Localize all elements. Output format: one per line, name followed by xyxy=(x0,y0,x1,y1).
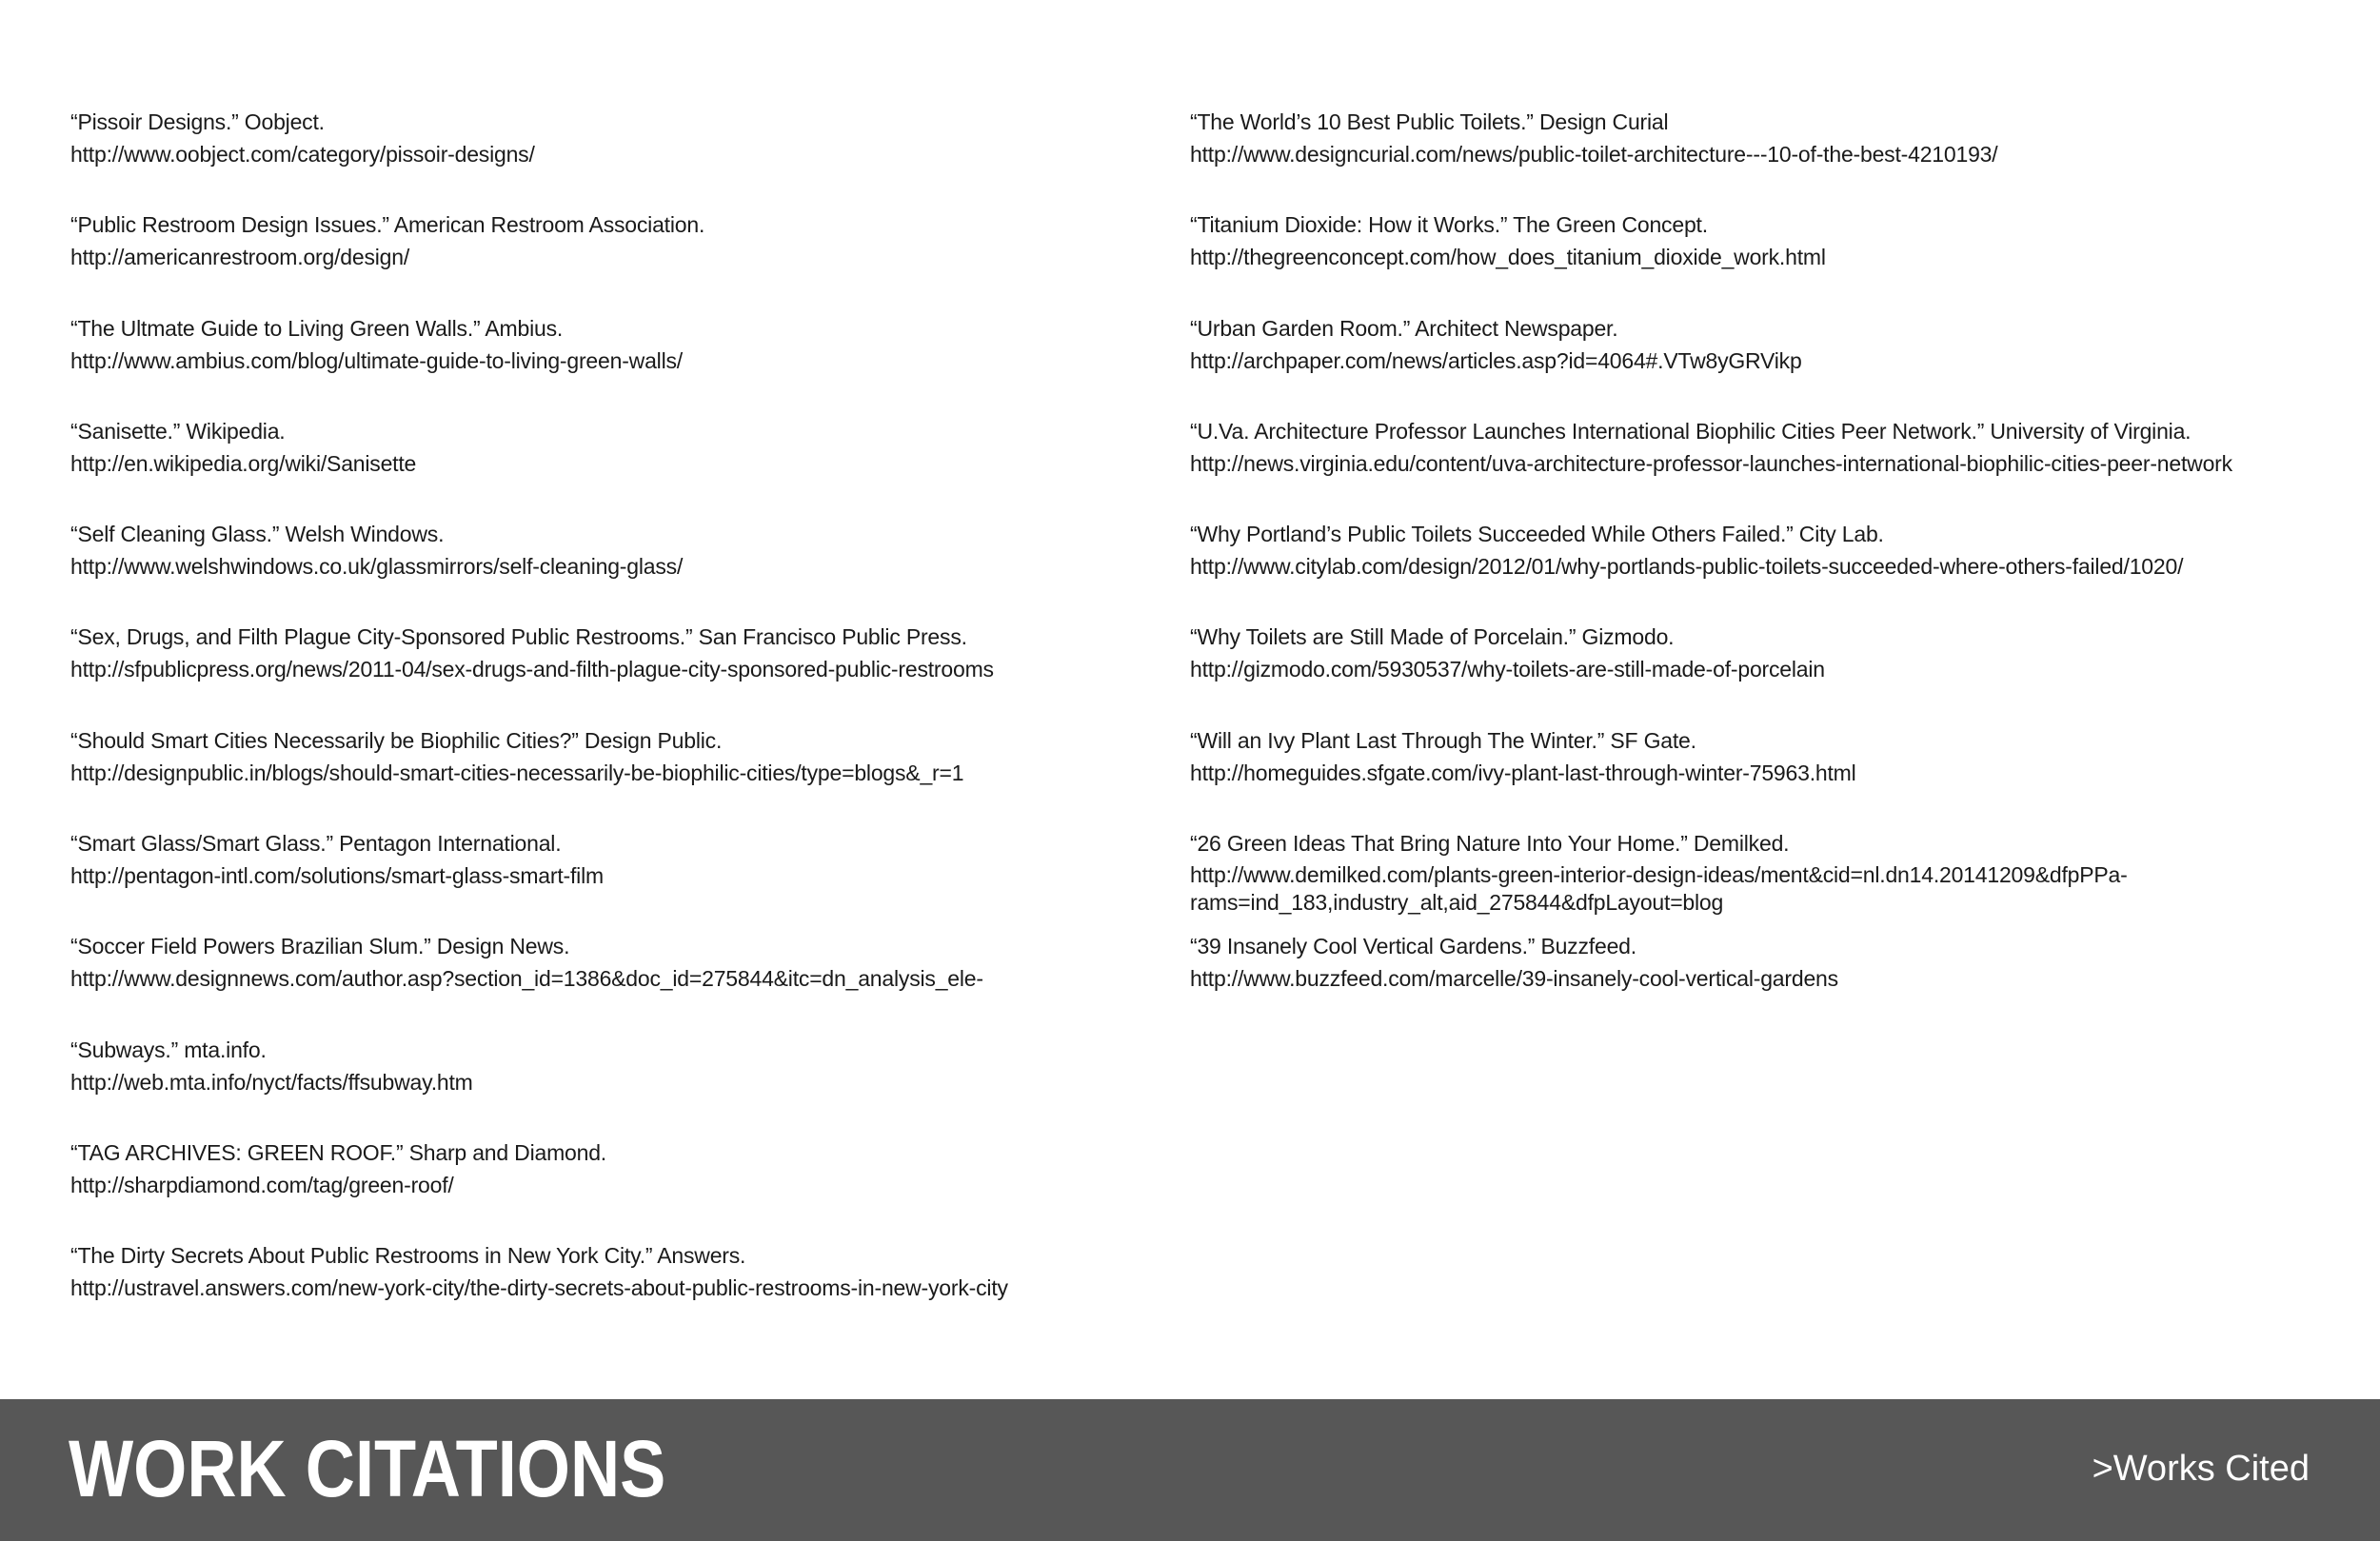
citation-entry xyxy=(1190,207,2332,310)
citation-entry xyxy=(70,1238,1165,1341)
citation-entry xyxy=(70,414,1165,517)
citation-url[interactable]: http://gizmodo.com/5930537/why-toilets-are-still-made-of-porcelain xyxy=(1190,657,1825,682)
citation-title: “The Ultmate Guide to Living Green Walls.” Ambius. xyxy=(70,315,564,341)
citation-title: “Public Restroom Design Issues.” American Restroom Association. xyxy=(70,212,705,238)
citation-title: “Pissoir Designs.” Oobject. xyxy=(70,109,325,134)
citation-title: “Smart Glass/Smart Glass.” Pentagon International. xyxy=(70,831,562,857)
citation-url[interactable]: http://www.designcurial.com/news/public-toilet-architecture---10-of-the-best-4210193/ xyxy=(1190,142,1998,167)
citation-url[interactable]: http://www.demilked.com/plants-green-interior-design-ideas/ment&cid=nl.dn14.20141209&dfpPPa-rams=ind_183,industry_alt,aid_275844&dfpLayout=blog xyxy=(1190,862,2128,916)
citation-url[interactable]: http://www.citylab.com/design/2012/01/why-portlands-public-toilets-succeeded-where-others-failed/1020/ xyxy=(1190,554,2184,580)
citation-url[interactable]: http://ustravel.answers.com/new-york-city/the-dirty-secrets-about-public-restrooms-in-new-york-city xyxy=(70,1275,1008,1301)
citation-title: “39 Insanely Cool Vertical Gardens.” Buzzfeed. xyxy=(1190,934,1636,959)
citation-title: “Why Toilets are Still Made of Porcelain.” Gizmodo. xyxy=(1190,624,1675,650)
citation-url[interactable]: http://designpublic.in/blogs/should-smart-cities-necessarily-be-biophilic-cities/type=blogs&_r=1 xyxy=(70,760,964,785)
citation-title: “Subways.” mta.info. xyxy=(70,1037,267,1062)
citation-url[interactable]: http://www.buzzfeed.com/marcelle/39-insanely-cool-vertical-gardens xyxy=(1190,966,1838,992)
citation-entry xyxy=(1190,929,2332,1032)
citation-entry xyxy=(70,311,1165,414)
citation-title: “The World’s 10 Best Public Toilets.” Design Curial xyxy=(1190,109,1669,134)
citation-title: “Will an Ivy Plant Last Through The Winter.” SF Gate. xyxy=(1190,727,1696,753)
section-label: >Works Cited xyxy=(2092,1449,2310,1489)
citation-url[interactable]: http://news.virginia.edu/content/uva-architecture-professor-launches-international-biophilic-cities-peer-network xyxy=(1190,450,2232,476)
citation-title: “U.Va. Architecture Professor Launches International Biophilic Cities Peer Network.” University of Virginia. xyxy=(1190,418,2192,444)
citation-title: “Urban Garden Room.” Architect Newspaper. xyxy=(1190,315,1618,341)
citation-entry xyxy=(1190,517,2332,620)
citation-url[interactable]: http://pentagon-intl.com/solutions/smart-glass-smart-film xyxy=(70,863,604,889)
citation-entry xyxy=(70,207,1165,310)
citations-right-column xyxy=(1190,105,2332,1033)
citation-entry xyxy=(1190,105,2332,207)
citation-entry xyxy=(1190,723,2332,826)
citation-entry xyxy=(70,105,1165,207)
citation-url[interactable]: http://americanrestroom.org/design/ xyxy=(70,245,410,270)
citation-url[interactable]: http://www.oobject.com/category/pissoir-designs/ xyxy=(70,142,535,167)
citation-url[interactable]: http://sfpublicpress.org/news/2011-04/sex-drugs-and-filth-plague-city-sponsored-public-restrooms xyxy=(70,657,994,682)
citation-title: “Self Cleaning Glass.” Welsh Windows. xyxy=(70,522,445,547)
citation-title: “Titanium Dioxide: How it Works.” The Green Concept. xyxy=(1190,212,1708,238)
citation-entry xyxy=(1190,414,2332,517)
citation-title: “Soccer Field Powers Brazilian Slum.” Design News. xyxy=(70,934,570,959)
citation-title: “Why Portland’s Public Toilets Succeeded While Others Failed.” City Lab. xyxy=(1190,522,1884,547)
citation-url[interactable]: http://web.mta.info/nyct/facts/ffsubway.htm xyxy=(70,1069,473,1095)
citations-left-column xyxy=(70,105,1165,1342)
citation-entry xyxy=(70,1033,1165,1136)
citation-entry xyxy=(1190,826,2332,929)
citation-title: “26 Green Ideas That Bring Nature Into Your Home.” Demilked. xyxy=(1190,831,1790,857)
citation-title: “Sanisette.” Wikipedia. xyxy=(70,418,286,444)
citation-url[interactable]: http://sharpdiamond.com/tag/green-roof/ xyxy=(70,1172,454,1197)
citation-entry xyxy=(70,929,1165,1032)
citation-url[interactable]: http://www.welshwindows.co.uk/glassmirrors/self-cleaning-glass/ xyxy=(70,554,684,580)
footer-bar xyxy=(0,1399,2380,1541)
citation-entry xyxy=(1190,311,2332,414)
citation-entry xyxy=(70,620,1165,722)
citation-entry xyxy=(70,723,1165,826)
citation-title: “TAG ARCHIVES: GREEN ROOF.” Sharp and Diamond. xyxy=(70,1139,606,1165)
citation-url[interactable]: http://archpaper.com/news/articles.asp?id=4064#.VTw8yGRVikp xyxy=(1190,347,1802,373)
citation-title: “Should Smart Cities Necessarily be Biophilic Cities?” Design Public. xyxy=(70,727,723,753)
citation-entry xyxy=(70,517,1165,620)
page-title: WORK CITATIONS xyxy=(69,1424,666,1513)
citation-url[interactable]: http://www.ambius.com/blog/ultimate-guide-to-living-green-walls/ xyxy=(70,347,683,373)
citation-title: “The Dirty Secrets About Public Restrooms in New York City.” Answers. xyxy=(70,1243,746,1269)
citation-url[interactable]: http://homeguides.sfgate.com/ivy-plant-last-through-winter-75963.html xyxy=(1190,760,1856,785)
citation-entry xyxy=(70,826,1165,929)
citation-url[interactable]: http://en.wikipedia.org/wiki/Sanisette xyxy=(70,450,417,476)
citation-entry xyxy=(1190,620,2332,722)
citation-url[interactable]: http://www.designnews.com/author.asp?section_id=1386&doc_id=275844&itc=dn_analysis_ele- xyxy=(70,966,983,992)
citation-entry xyxy=(70,1136,1165,1238)
citation-title: “Sex, Drugs, and Filth Plague City-Sponsored Public Restrooms.” San Francisco Public Press. xyxy=(70,624,967,650)
citation-url[interactable]: http://thegreenconcept.com/how_does_titanium_dioxide_work.html xyxy=(1190,245,1826,270)
